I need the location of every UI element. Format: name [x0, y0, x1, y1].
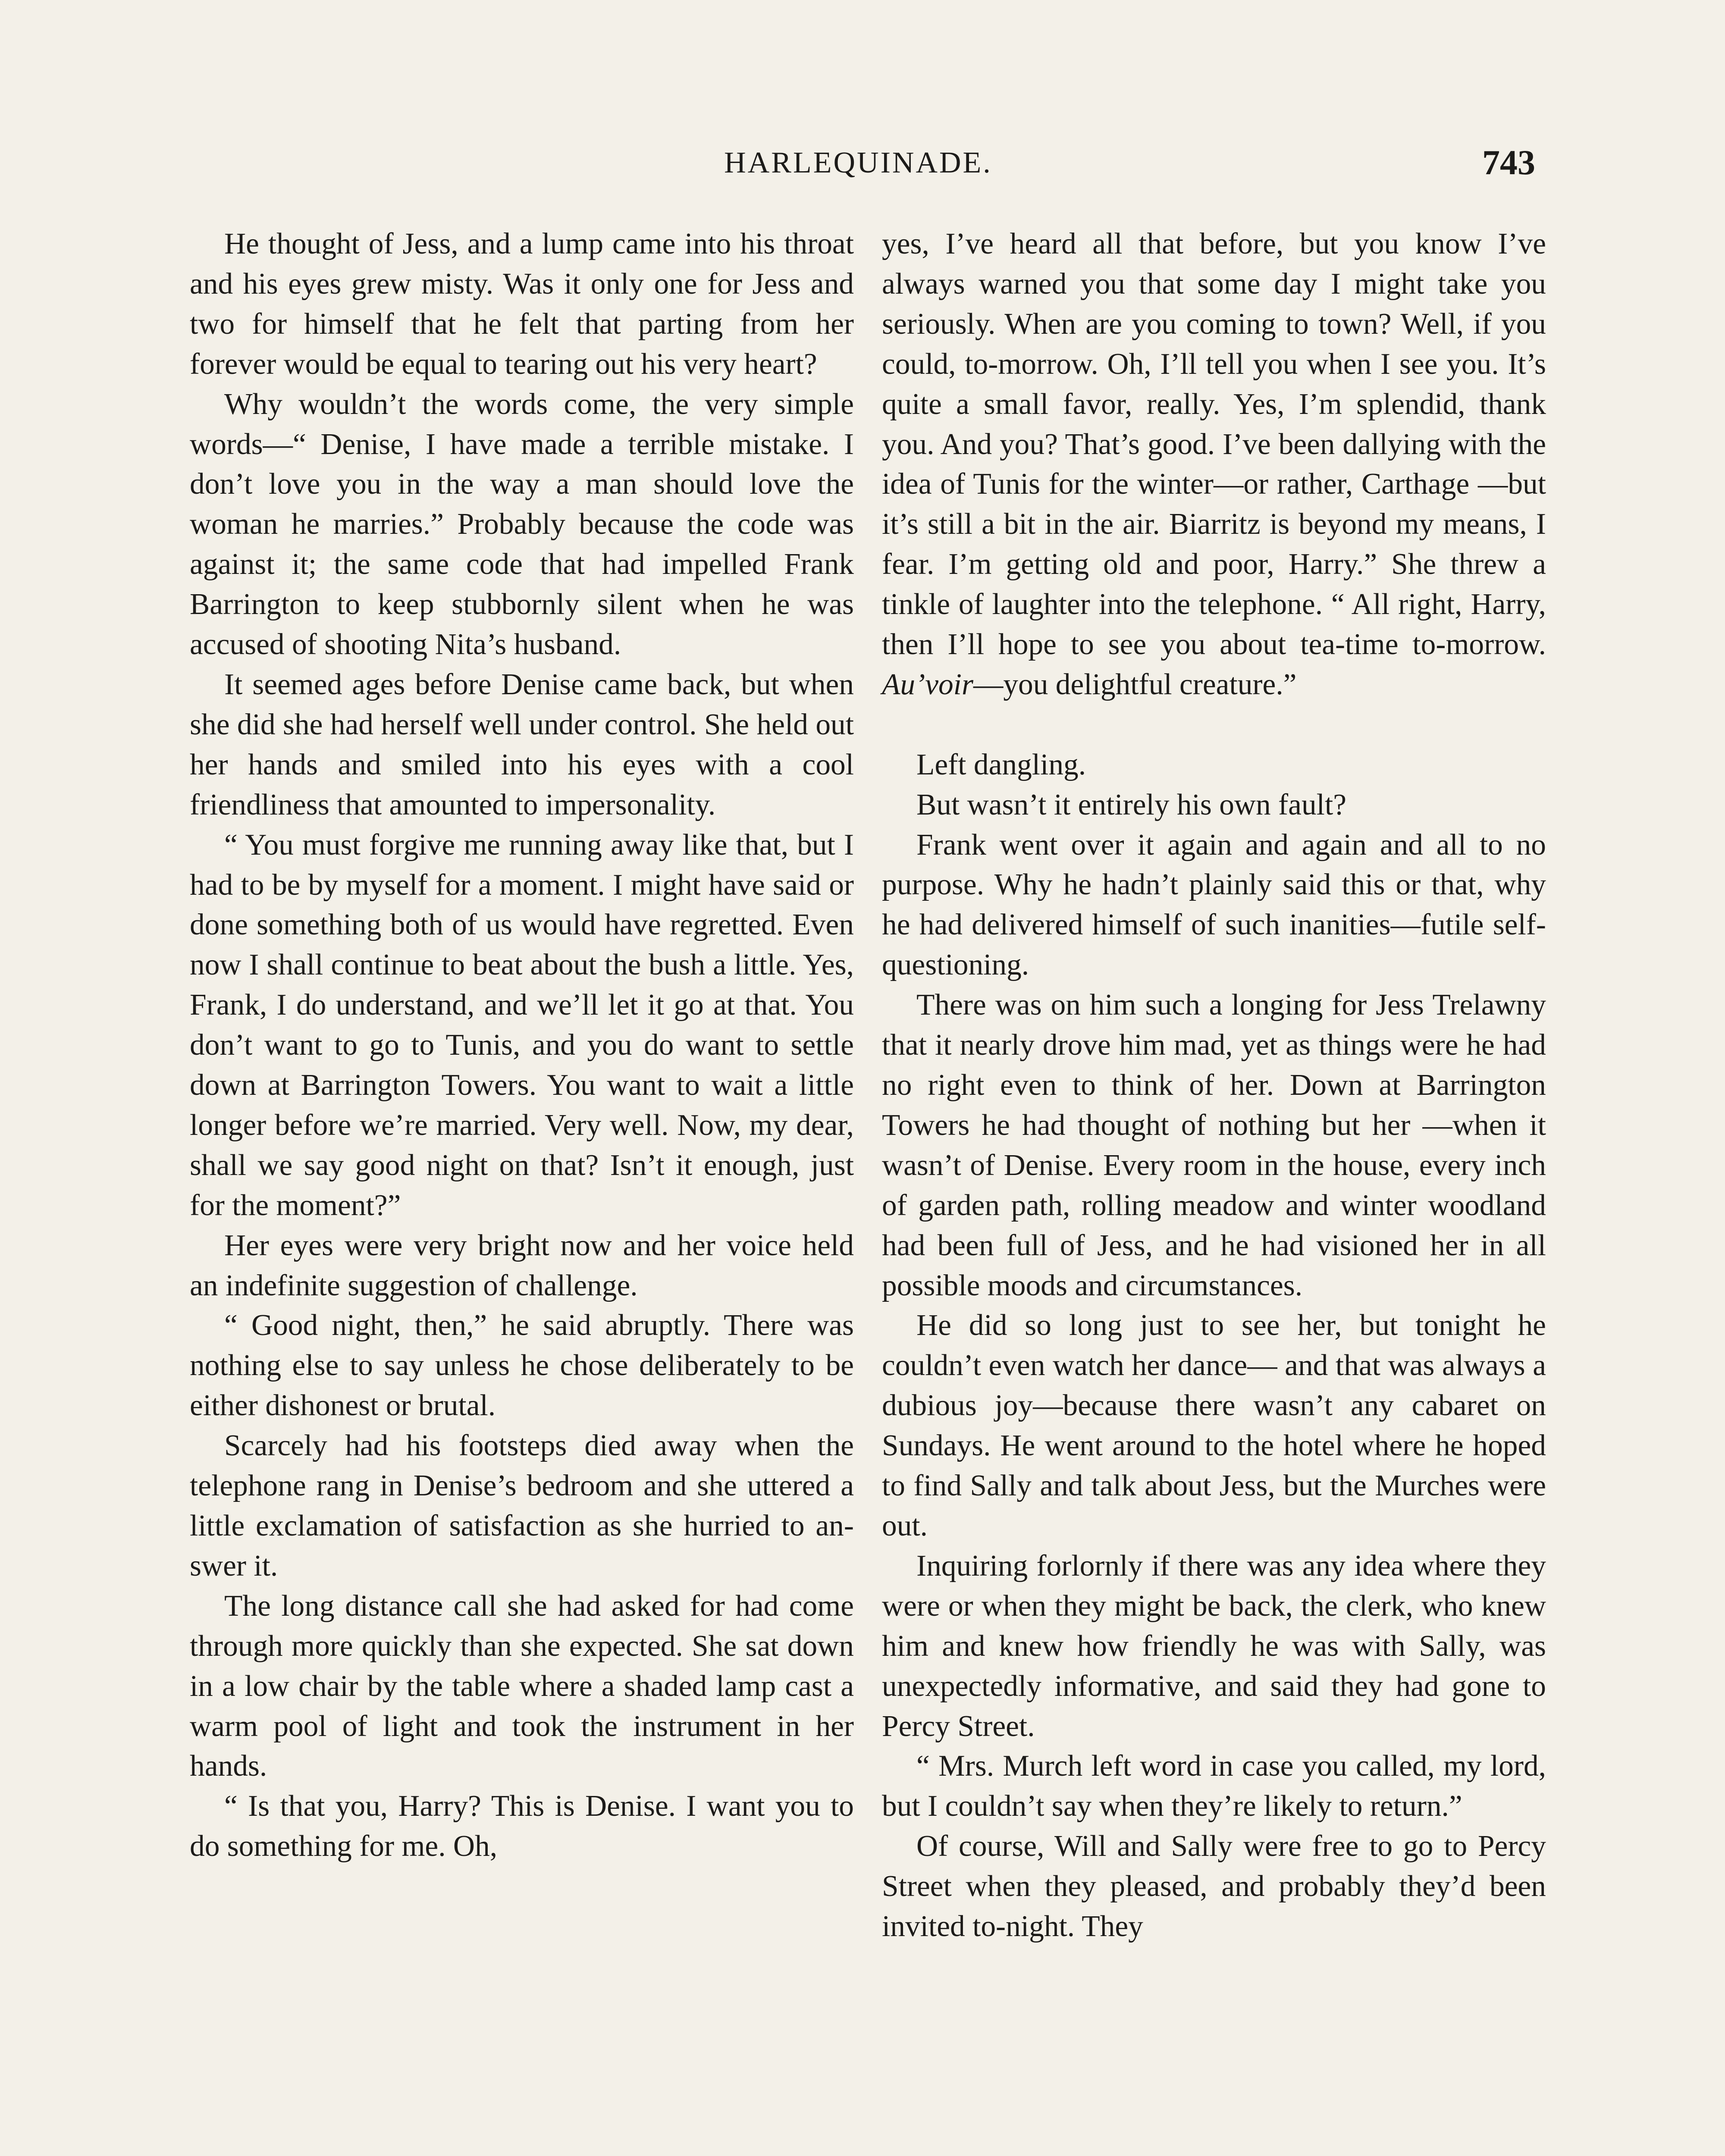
paragraph: Left dangling. [916, 748, 1086, 781]
page-number: 743 [1482, 143, 1535, 182]
left-column [190, 224, 854, 2156]
paragraph: The long distance call she had asked for had come through more quickly than she expected. She sat down in a low chair by the table where a shaded lamp cast a warm pool of light and took the instrument in her hands. [190, 1589, 854, 1783]
running-head [181, 142, 1535, 194]
paragraph: He thought of Jess, and a lump came into his throat and his eyes grew misty. Was it only one for Jess and two for himself that he felt that parting from her forever would be equal to tearing out his very heart? [190, 227, 854, 381]
paragraph: Her eyes were very bright now and her voice held an indefinite suggestion of challenge. [190, 1228, 854, 1302]
italic-phrase: Au’voir [882, 667, 973, 701]
paragraph: “ Is that you, Harry? This is Denise. I want you to do something for me. Oh, [190, 1789, 854, 1863]
paragraph: But wasn’t it entirely his own fault? [916, 788, 1347, 821]
paragraph: Of course, Will and Sally were free to go to Percy Street when they pleased, and probably they’d been invited to-night. They [882, 1830, 1546, 1943]
paragraph: Inquiring forlornly if there was any idea where they were or when they might be back, the clerk, who knew him and knew how friendly he was with Sally, was unexpectedly informative, and said they had gone to Percy Street. [882, 1549, 1546, 1743]
continued-paragraph [882, 224, 1546, 705]
paragraph: “ You must forgive me running away like that, but I had to be by myself for a moment. I might have said or done something both of us would have regretted. Even now I shall continue to beat about the bush a little. Yes, Frank, I do understand, and we’ll let it go at that. You don’t want to go to Tunis, and you do want to settle down at Barrington Towers. You want to wait a little longer before we’re married. Very well. Now, my dear, shall we say good night on that? Isn’t it enough, just for the moment?” [190, 828, 854, 1222]
paragraph: “ Mrs. Murch left word in case you called, my lord, but I couldn’t say when they’re likely to return.” [882, 1749, 1546, 1823]
paragraph: Why wouldn’t the words come, the very simple words—“ Denise, I have made a terrible mistake. I don’t love you in the way a man should love the woman he marries.” Probably because the code was against it; the same code that had impelled Frank Barrington to keep stubbornly silent when he was accused of shooting Nita’s husband. [190, 387, 854, 661]
continued-text-tail: —you delightful creature.” [973, 667, 1297, 701]
running-title: HARLEQUINADE. [724, 146, 992, 179]
paragraph: There was on him such a longing for Jess Trelawny that it nearly drove him mad, yet as things were he had no right even to think of her. Down at Barrington Towers he had thought of nothing but her —when it wasn’t of Denise. Every room in the house, every inch of garden path, rolling meadow and winter woodland had been full of Jess, and he had visioned her in all possible moods and circumstances. [882, 988, 1546, 1302]
paragraph: He did so long just to see her, but tonight he couldn’t even watch her dance— and that was always a dubious joy—because there wasn’t any cabaret on Sundays. He went around to the hotel where he hoped to find Sally and talk about Jess, but the Murches were out. [882, 1309, 1546, 1542]
paragraph: Frank went over it again and again and all to no purpose. Why he hadn’t plainly said this or that, why he had delivered himself of such inanities—futile self-questioning. [882, 828, 1546, 982]
right-column [882, 224, 1546, 2156]
paragraph: It seemed ages before Denise came back, but when she did she had herself well under control. She held out her hands and smiled into his eyes with a cool friendliness that amounted to impersonality. [190, 667, 854, 821]
continued-text: yes, I’ve heard all that before, but you know I’ve always warned you that some day I might take you seriously. When are you coming to town? Well, if you could, to-morrow. Oh, I’ll tell you when I see you. It’s quite a small favor, really. Yes, I’m splendid, thank you. And you? That’s good. I’ve been dallying with the idea of Tunis for the winter—or rather, Carthage —but it’s still a bit in the air. Biarritz is beyond my means, I fear. I’m getting old and poor, Harry.” She threw a tinkle of laughter into the telephone. “ All right, Harry, then I’ll hope to see you about tea-time to-morrow. [882, 227, 1546, 661]
paragraph: “ Good night, then,” he said abruptly. There was nothing else to say unless he chose deliberately to be either dishonest or brutal. [190, 1309, 854, 1423]
paragraph: Scarcely had his footsteps died away when the telephone rang in Denise’s bedroom and she uttered a little exclamation of satisfaction as she hurried to answer it. [190, 1429, 854, 1583]
